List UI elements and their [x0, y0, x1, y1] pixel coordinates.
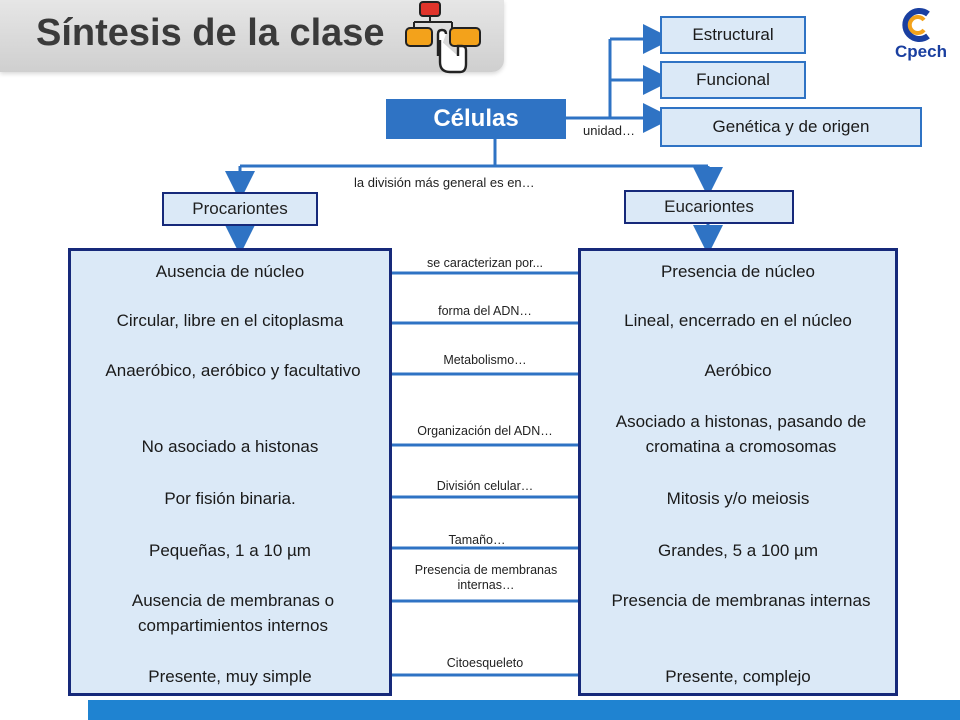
criterion-label: Citoesqueleto	[446, 656, 524, 670]
eucariontes-panel	[578, 248, 898, 696]
procariontes-item: Presente, muy simple	[148, 667, 312, 686]
unidad-item-estructural: Estructural	[660, 16, 806, 54]
eucariontes-item: Asociado a histonas, pasando de cromatina a cromosomas	[615, 412, 867, 456]
criterion-label: Presencia de membranas internas…	[414, 563, 558, 592]
criterion-label: Organización del ADN…	[417, 424, 553, 438]
page-title: Síntesis de la clase	[36, 12, 385, 54]
procariontes-item: Circular, libre en el citoplasma	[116, 311, 344, 330]
procariontes-item: No asociado a histonas	[141, 437, 319, 456]
footer-bar	[88, 700, 960, 720]
eucariontes-item: Mitosis y/o meiosis	[666, 489, 810, 508]
logo-text: Cpech	[895, 42, 947, 61]
procariontes-item: Ausencia de núcleo	[155, 262, 305, 281]
eucariontes-item: Presencia de membranas internas	[611, 591, 871, 610]
eucariontes-item: Aeróbico	[704, 361, 772, 380]
eucariontes-item: Presente, complejo	[665, 667, 811, 686]
procariontes-panel	[68, 248, 392, 696]
division-label: la división más general es en…	[354, 175, 535, 190]
criterion-label: se caracterizan por...	[426, 256, 544, 270]
criterion-label: División celular…	[436, 479, 534, 493]
criterion-label: Tamaño…	[448, 533, 506, 547]
eucariontes-item: Lineal, encerrado en el núcleo	[624, 311, 852, 330]
criterion-label: Metabolismo…	[443, 353, 527, 367]
unidad-item-genetica: Genética y de origen	[660, 107, 922, 147]
procariontes-item: Anaeróbico, aeróbico y facultativo	[105, 361, 361, 380]
procariontes-item: Por fisión binaria.	[164, 489, 296, 508]
procariontes-item: Pequeñas, 1 a 10 µm	[149, 541, 311, 560]
unidad-item-funcional: Funcional	[660, 61, 806, 99]
branch-eucariontes: Eucariontes	[624, 190, 794, 224]
unidad-label: unidad…	[583, 123, 636, 138]
eucariontes-item: Grandes, 5 a 100 µm	[657, 541, 819, 560]
eucariontes-item: Presencia de núcleo	[660, 262, 816, 281]
criterion-label: forma del ADN…	[438, 304, 532, 318]
root-node-celulas: Células	[386, 99, 566, 139]
branch-procariontes: Procariontes	[162, 192, 318, 226]
procariontes-item: Ausencia de membranas o compartimientos internos	[131, 591, 335, 635]
